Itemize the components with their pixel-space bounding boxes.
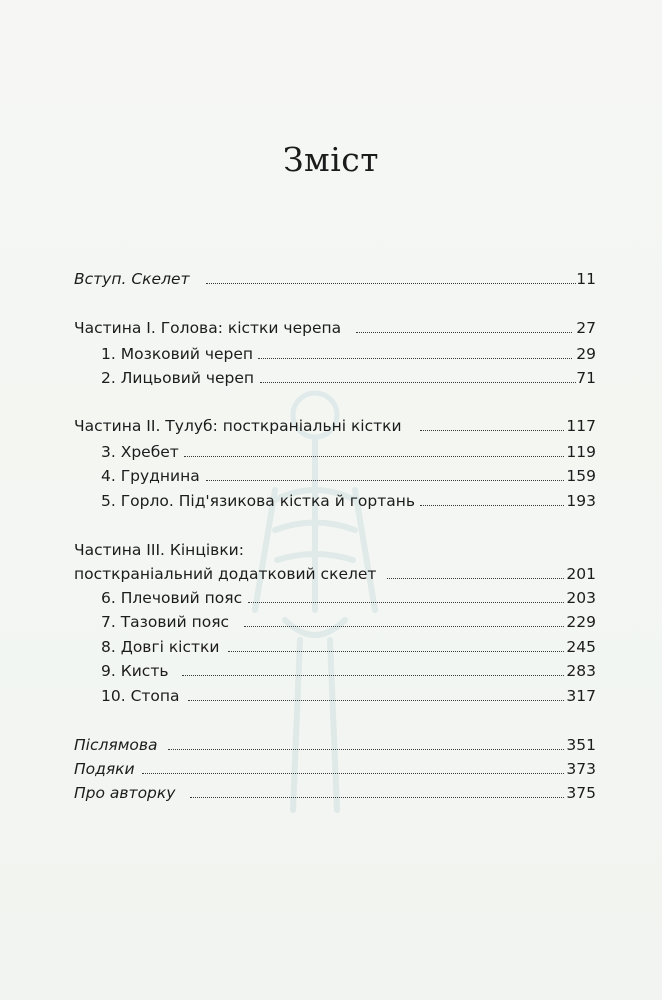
- toc-entry-chapter-9[interactable]: [0, 659, 662, 683]
- toc-entry-chapter-4[interactable]: [0, 464, 662, 488]
- dot-leader: [420, 430, 564, 431]
- toc-entry-chapter-2[interactable]: [0, 366, 662, 390]
- dot-leader: [258, 358, 572, 359]
- toc-entry-label: 6. Плечовий пояс: [101, 589, 243, 607]
- toc-entry-label: посткраніальний додатковий скелет: [74, 565, 377, 583]
- toc-entry-part-3-heading: Частина III. Кінцівки:: [74, 541, 244, 559]
- dot-leader: [206, 283, 576, 284]
- toc-entry-label: 9. Кисть: [101, 662, 169, 680]
- toc-entry-label: 2. Лицьовий череп: [101, 369, 255, 387]
- toc-page-number: 373: [566, 760, 596, 778]
- toc-entry-label: 8. Довгі кістки: [101, 638, 220, 656]
- toc-entry-intro[interactable]: [0, 267, 662, 291]
- toc-page-number: 193: [566, 492, 596, 510]
- toc-page-number: 71: [576, 369, 596, 387]
- toc-entry-acknowledgements[interactable]: [0, 757, 662, 781]
- toc-entry-label: 10. Стопа: [101, 687, 180, 705]
- toc-entry-label: 4. Груднина: [101, 467, 200, 485]
- toc-entry-label: Частина I. Голова: кістки черепа: [74, 319, 342, 337]
- toc-page-number: 317: [566, 687, 596, 705]
- toc-page-number: 27: [576, 319, 596, 337]
- dot-leader: [260, 382, 576, 383]
- toc-entry-label: Подяки: [74, 760, 135, 778]
- toc-entry-chapter-8[interactable]: [0, 635, 662, 659]
- toc-page-number: 159: [566, 467, 596, 485]
- dot-leader: [188, 700, 564, 701]
- dot-leader: [420, 505, 564, 506]
- toc-entry-label: 5. Горло. Під'язикова кістка й гортань: [101, 492, 415, 510]
- dot-leader: [248, 602, 564, 603]
- toc-page-number: 29: [576, 345, 596, 363]
- toc-entry-label: Вступ. Скелет: [74, 270, 190, 288]
- dot-leader: [244, 626, 564, 627]
- toc-entry-afterword[interactable]: [0, 733, 662, 757]
- dot-leader: [228, 651, 564, 652]
- toc-page-number: 119: [566, 443, 596, 461]
- toc-entry-part-2[interactable]: [0, 414, 662, 438]
- toc-entry-chapter-7[interactable]: [0, 610, 662, 634]
- toc-entry-chapter-6[interactable]: [0, 586, 662, 610]
- toc-entry-label: 1. Мозковий череп: [101, 345, 254, 363]
- toc-entry-label: Післямова: [74, 736, 158, 754]
- dot-leader: [184, 456, 564, 457]
- toc-page-number: 229: [566, 613, 596, 631]
- toc-page-number: 375: [566, 784, 596, 802]
- dot-leader: [190, 797, 564, 798]
- dot-leader: [206, 480, 564, 481]
- toc-page-number: 11: [576, 270, 596, 288]
- dot-leader: [142, 773, 564, 774]
- dot-leader: [182, 675, 564, 676]
- toc-entry-chapter-10[interactable]: [0, 684, 662, 708]
- toc-entry-chapter-1[interactable]: [0, 342, 662, 366]
- dot-leader: [387, 578, 564, 579]
- toc-page-number: 283: [566, 662, 596, 680]
- page-title: Зміст: [282, 140, 380, 179]
- toc-page-number: 203: [566, 589, 596, 607]
- toc-entry-part-3[interactable]: [0, 562, 662, 586]
- toc-entry-part-1[interactable]: [0, 316, 662, 340]
- toc-page-number: 201: [566, 565, 596, 583]
- toc-page-number: 351: [566, 736, 596, 754]
- dot-leader: [168, 749, 564, 750]
- toc-entry-chapter-5[interactable]: [0, 489, 662, 513]
- toc-entry-label: 7. Тазовий пояс: [101, 613, 230, 631]
- toc-page-number: 245: [566, 638, 596, 656]
- toc-page-number: 117: [566, 417, 596, 435]
- toc-entry-label: Частина II. Тулуб: посткраніальні кістки: [74, 417, 402, 435]
- toc-entry-chapter-3[interactable]: [0, 440, 662, 464]
- toc-entry-label: Про авторку: [74, 784, 176, 802]
- dot-leader: [356, 332, 572, 333]
- toc-entry-about-author[interactable]: [0, 781, 662, 805]
- toc-entry-label: 3. Хребет: [101, 443, 179, 461]
